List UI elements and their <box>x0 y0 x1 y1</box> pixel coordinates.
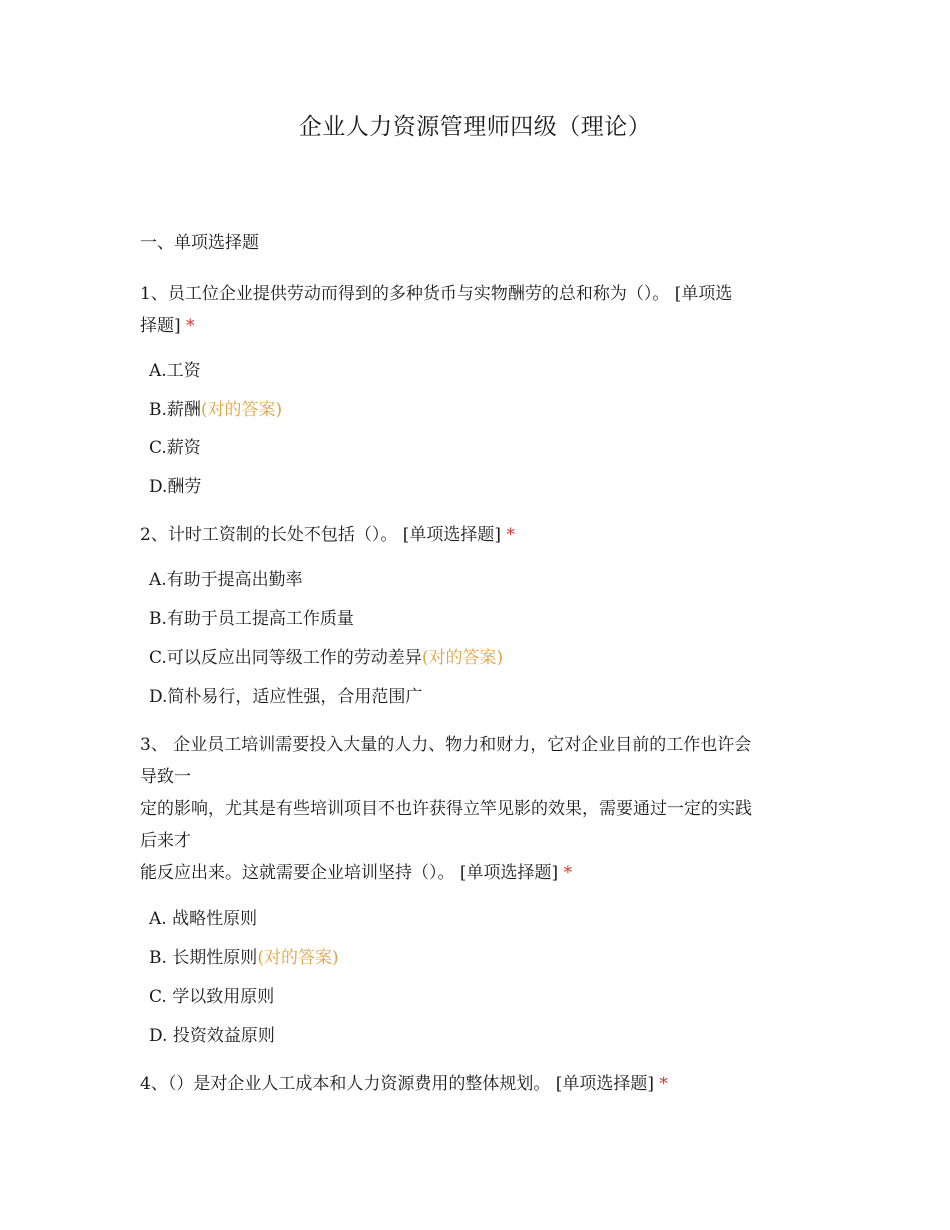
question-2-option-d: D.简朴易行，适应性强，合用范围广 <box>149 687 423 707</box>
question-1-line-2-text: 择题] <box>140 316 181 336</box>
question-1-option-b-text: B.薪酬 <box>149 400 201 420</box>
question-2-option-c <box>149 643 503 668</box>
question-2-line-1 <box>140 519 830 551</box>
question-3-line-1: 3、 企业员工培训需要投入大量的人力、物力和财力，它对企业目前的工作也许会 <box>140 735 752 755</box>
section-heading: 一、单项选择题 <box>140 233 259 253</box>
question-2-line-1-text: 2、计时工资制的长处不包括（）。 [单项选择题] <box>140 525 501 545</box>
question-3-option-b-text: B. 长期性原则 <box>149 948 258 968</box>
question-3-option-b <box>149 943 339 968</box>
question-1-option-c: C.薪资 <box>149 438 201 458</box>
question-3-line-4: 后来才 <box>140 831 191 851</box>
correct-answer-mark: (对的答案) <box>421 648 504 668</box>
question-3-line-5 <box>140 857 830 889</box>
question-2-option-b: B.有助于员工提高工作质量 <box>149 609 354 629</box>
question-4 <box>140 1068 830 1100</box>
question-1 <box>140 278 830 342</box>
correct-answer-mark: (对的答案) <box>257 948 339 968</box>
question-3-line-3: 定的影响，尤其是有些培训项目不也许获得立竿见影的效果，需要通过一定的实践 <box>140 799 752 819</box>
question-3-option-c: C. 学以致用原则 <box>149 987 275 1007</box>
question-3-option-a: A. 战略性原则 <box>149 909 258 929</box>
required-mark: * <box>186 316 195 336</box>
question-3-line-2: 导致一 <box>140 767 191 787</box>
question-2-option-c-text: C.可以反应出同等级工作的劳动差异 <box>149 648 422 668</box>
question-3 <box>140 729 830 889</box>
question-1-line-1: 1、员工位企业提供劳动而得到的多种货币与实物酬劳的总和称为（）。 [单项选 <box>140 284 733 304</box>
question-4-line-1-text: 4、（）是对企业人工成本和人力资源费用的整体规划。 [单项选择题] <box>140 1074 654 1094</box>
question-3-line-5-text: 能反应出来。这就需要企业培训坚持（）。 [单项选择题] <box>140 863 559 883</box>
question-4-line-1 <box>140 1068 830 1100</box>
document-title: 企业人力资源管理师四级（理论） <box>298 114 652 140</box>
question-2-option-a: A.有助于提高出勤率 <box>149 570 303 590</box>
question-1-option-b <box>149 395 282 420</box>
required-mark: * <box>659 1074 668 1094</box>
question-2 <box>140 519 830 551</box>
question-1-option-a: A.工资 <box>149 361 201 381</box>
question-1-line-2 <box>140 310 830 342</box>
required-mark: * <box>563 863 573 883</box>
question-3-option-d: D. 投资效益原则 <box>149 1026 275 1046</box>
correct-answer-mark: (对的答案) <box>200 400 283 420</box>
question-1-option-d: D.酬劳 <box>149 477 202 497</box>
required-mark: * <box>506 525 515 545</box>
